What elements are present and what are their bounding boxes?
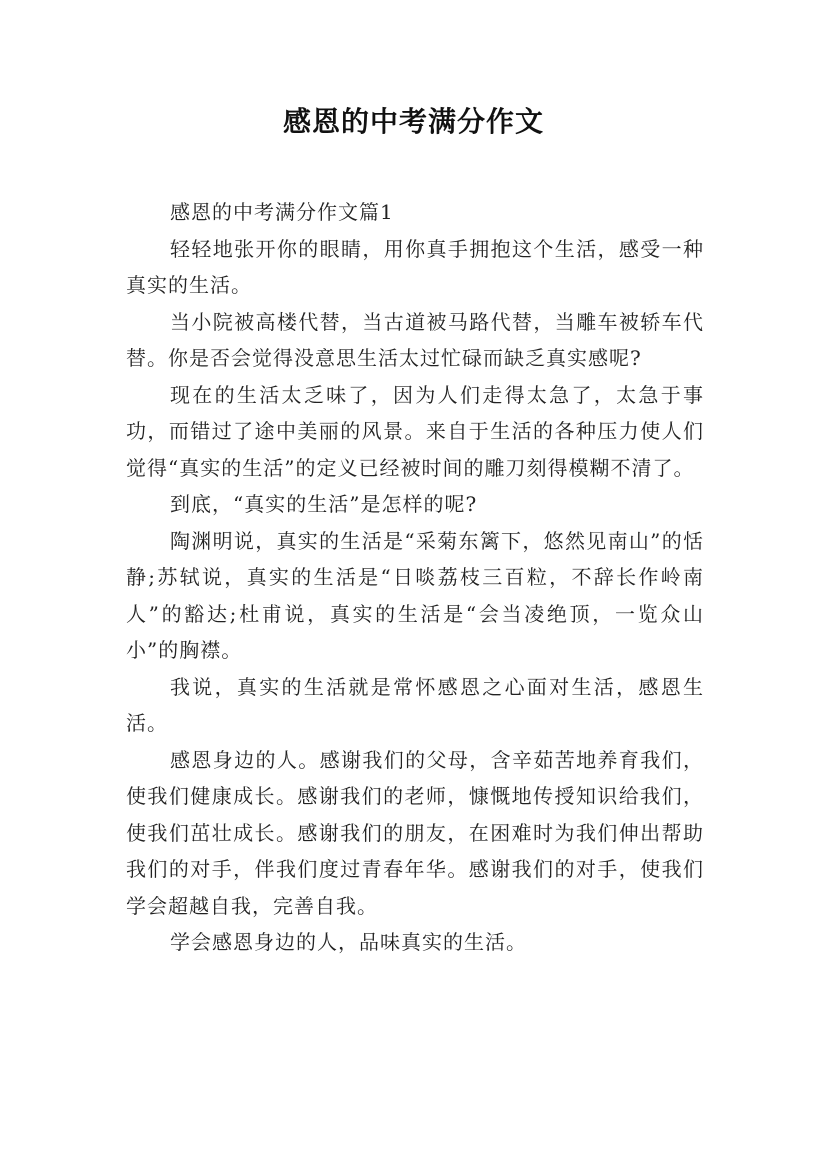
paragraph: 我说，真实的生活就是常怀感恩之心面对生活，感恩生活。 bbox=[126, 674, 704, 735]
paragraph: 轻轻地张开你的眼睛，用你真手拥抱这个生活，感受一种真实的生活。 bbox=[126, 236, 704, 297]
paragraph: 感恩身边的人。感谢我们的父母，含辛茹苦地养育我们，使我们健康成长。感谢我们的老师，慷慨地传授知识给我们，使我们茁壮成长。感谢我们的朋友，在困难时为我们伸出帮助我们的对手，伴我们度过青春年华。感谢我们的对手，使我们学会超越自我，完善自我。 bbox=[126, 747, 704, 918]
document-title: 感恩的中考满分作文 bbox=[282, 105, 544, 138]
paragraph: 到底，“真实的生活”是怎样的呢? bbox=[170, 492, 478, 516]
paragraph: 当小院被高楼代替，当古道被马路代替，当雕车被轿车代替。你是否会觉得没意思生活太过忙碌而缺乏真实感呢? bbox=[126, 309, 704, 370]
paragraph: 陶渊明说，真实的生活是“采菊东篱下，悠然见南山”的恬静;苏轼说，真实的生活是“日啖荔枝三百粒，不辞长作岭南人”的豁达;杜甫说，真实的生活是“会当凌绝顶，一览众山小”的胸襟。 bbox=[126, 528, 704, 662]
paragraph: 现在的生活太乏味了，因为人们走得太急了，太急于事功，而错过了途中美丽的风景。来自于生活的各种压力使人们觉得“真实的生活”的定义已经被时间的雕刀刻得模糊不清了。 bbox=[126, 382, 704, 480]
paragraph: 学会感恩身边的人，品味真实的生活。 bbox=[170, 930, 527, 954]
document-body bbox=[126, 194, 704, 961]
section-heading: 感恩的中考满分作文篇1 bbox=[170, 200, 394, 224]
